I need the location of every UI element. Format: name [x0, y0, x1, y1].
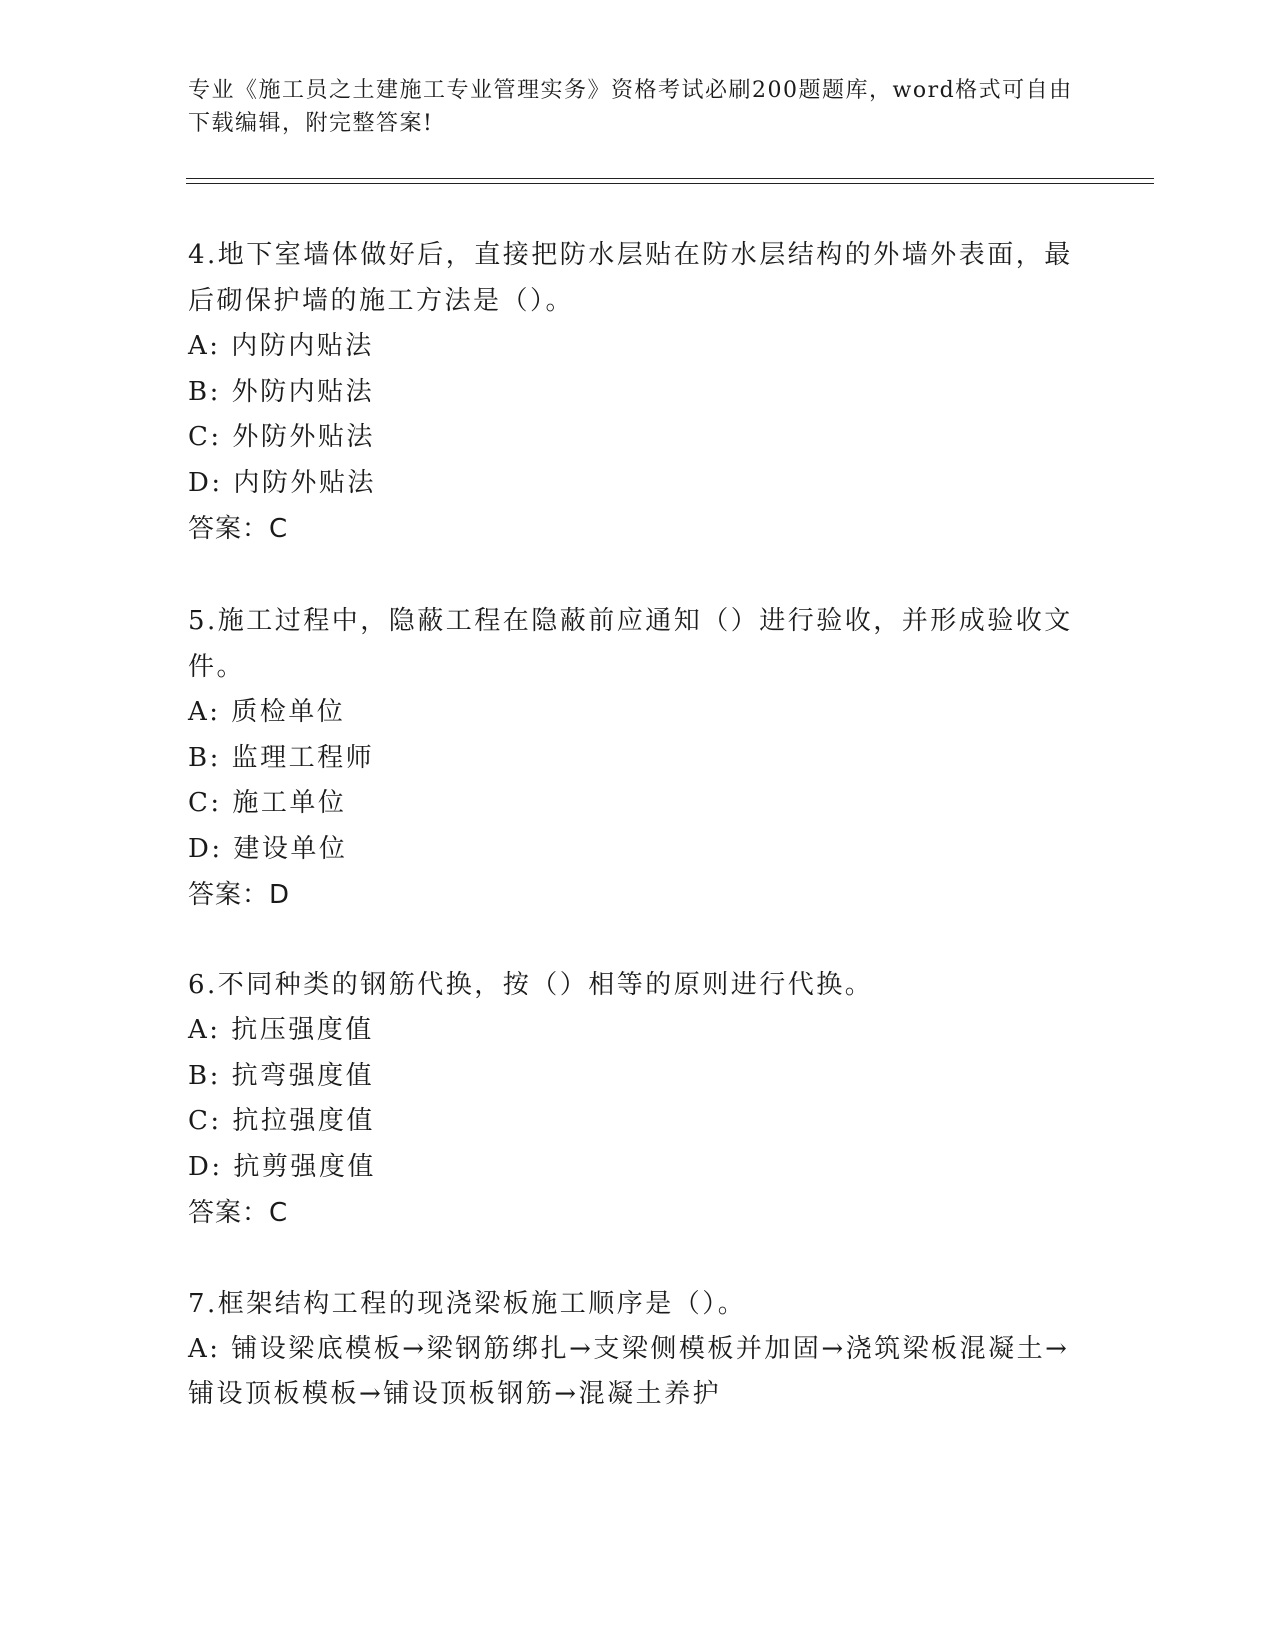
option-d: D: 建设单位 [188, 833, 348, 864]
question-stem: 4.地下室墙体做好后，直接把防水层贴在防水层结构的外墙外表面，最后砌保护墙的施工方法是（）。 [188, 240, 1073, 316]
option-c: C: 外防外贴法 [188, 422, 375, 452]
question-stem: 6.不同种类的钢筋代换，按（）相等的原则进行代换。 [188, 970, 874, 1000]
option-c: C: 抗拉强度值 [188, 1106, 375, 1136]
option-a: A: 铺设梁底模板→梁钢筋绑扎→支梁侧模板并加固→浇筑梁板混凝土→铺设顶板模板→铺设顶板钢筋→混凝土养护 [188, 1334, 1070, 1409]
option-a: A: 内防内贴法 [188, 331, 374, 361]
option-b: B: 抗弯强度值 [188, 1060, 375, 1091]
document-header: 专业《施工员之土建施工专业管理实务》资格考试必刷200题题库，word格式可自由下载编辑，附完整答案! [188, 78, 1073, 136]
question-7 [188, 1281, 1088, 1417]
answer-line: 答案：C [188, 514, 289, 544]
question-5 [188, 598, 1088, 918]
question-4 [188, 232, 1088, 552]
header-divider-top [186, 178, 1154, 179]
question-6 [188, 962, 1088, 1236]
header-divider-bottom [186, 183, 1154, 184]
option-c: C: 施工单位 [188, 788, 347, 818]
option-b: B: 外防内贴法 [188, 376, 375, 407]
option-d: D: 抗剪强度值 [188, 1151, 376, 1182]
question-stem: 5.施工过程中，隐蔽工程在隐蔽前应通知（）进行验收，并形成验收文件。 [188, 606, 1073, 682]
option-a: A: 抗压强度值 [188, 1015, 374, 1045]
option-a: A: 质检单位 [188, 697, 346, 727]
option-d: D: 内防外贴法 [188, 467, 376, 498]
answer-line: 答案：D [188, 880, 291, 910]
question-stem: 7.框架结构工程的现浇梁板施工顺序是（）。 [188, 1289, 747, 1319]
option-b: B: 监理工程师 [188, 742, 375, 773]
answer-line: 答案：C [188, 1198, 289, 1228]
